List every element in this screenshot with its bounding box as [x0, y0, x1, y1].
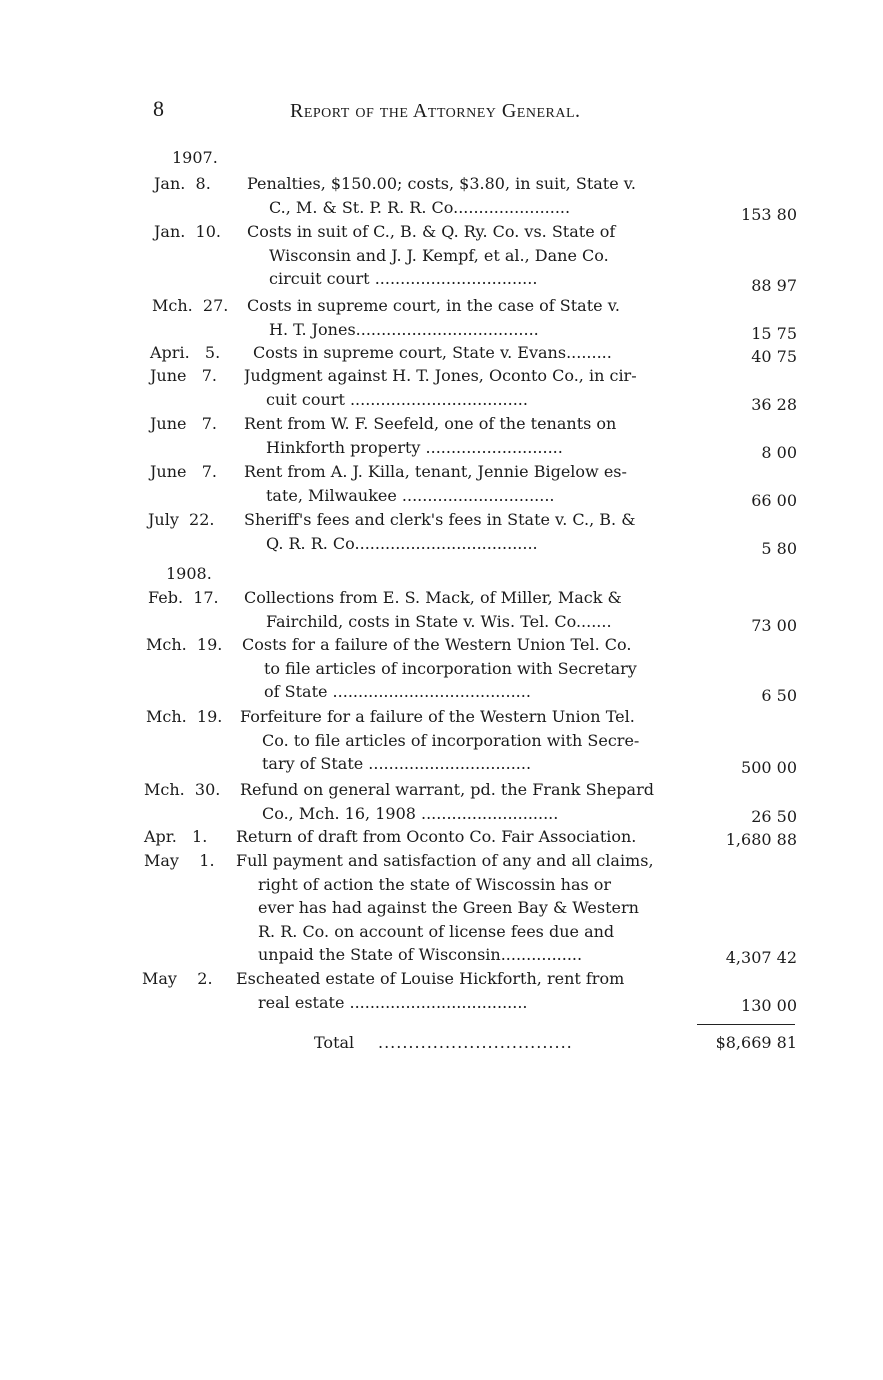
entry-date: Apr. 1.: [144, 827, 208, 846]
description-line: Rent from W. F. Seefeld, one of the tenants on: [244, 414, 617, 433]
entry-date: Feb. 17.: [148, 588, 219, 607]
entry-amount: 36 28: [751, 395, 797, 414]
description-line: circuit court ................................: [269, 269, 538, 289]
entry-description: [242, 633, 704, 704]
entry-amount: 6 50: [761, 686, 797, 705]
entry-amount: 5 80: [761, 539, 797, 558]
entry-date: Jan. 10.: [154, 222, 221, 241]
description-line: Penalties, $150.00; costs, $3.80, in suit, State v.: [247, 174, 636, 193]
entry-description: [236, 825, 698, 849]
entry-date: June 7.: [150, 414, 218, 433]
description-line: R. R. Co. on account of license fees due and: [258, 921, 615, 941]
entry-date: Mch. 19.: [146, 707, 223, 726]
entry-description: [240, 705, 702, 776]
description-line: Costs in supreme court, in the case of State v.: [247, 296, 620, 315]
entry-amount: 4,307 42: [725, 948, 797, 967]
entry-date: May 2.: [142, 969, 213, 988]
total-amount: $8,669 81: [715, 1033, 797, 1052]
description-line: real estate ...................................: [258, 992, 528, 1012]
entry-description: [244, 364, 706, 411]
entry-description: [236, 967, 698, 1014]
description-line: ever has had against the Green Bay & Western: [258, 898, 639, 918]
description-line: C., M. & St. P. R. R. Co.......................: [269, 197, 571, 217]
description-line: Refund on general warrant, pd. the Frank Shepard: [240, 780, 654, 799]
entry-date: Mch. 19.: [146, 635, 223, 654]
entry-description: [240, 778, 702, 825]
entry-description: [247, 294, 709, 341]
entry-date: May 1.: [144, 851, 215, 870]
entry-description: [247, 172, 709, 219]
description-line: Wisconsin and J. J. Kempf, et al., Dane Co.: [269, 245, 609, 265]
year-heading: 1908.: [166, 564, 212, 583]
entry-amount: 1,680 88: [725, 830, 797, 849]
description-line: Judgment against H. T. Jones, Oconto Co., in cir-: [244, 366, 637, 385]
description-line: to file articles of incorporation with Secretary: [264, 658, 637, 678]
entry-date: Jan. 8.: [154, 174, 211, 193]
description-line: Q. R. R. Co....................................: [266, 533, 538, 553]
entry-amount: 15 75: [751, 324, 797, 343]
total-rule: [697, 1024, 795, 1025]
description-line: tary of State ................................: [262, 754, 532, 774]
entry-amount: 88 97: [751, 276, 797, 295]
entry-date: Mch. 27.: [152, 296, 229, 315]
entry-description: [236, 849, 698, 967]
entry-amount: 8 00: [761, 443, 797, 462]
description-line: Sheriff's fees and clerk's fees in State v. C., B. &: [244, 510, 636, 529]
entry-date: July 22.: [148, 510, 215, 529]
description-line: Rent from A. J. Killa, tenant, Jennie Bigelow es-: [244, 462, 627, 481]
description-line: tate, Milwaukee ..............................: [266, 485, 555, 505]
page-number: 8: [153, 96, 164, 121]
description-line: H. T. Jones....................................: [269, 319, 539, 339]
entry-amount: 500 00: [741, 758, 797, 777]
description-line: Costs for a failure of the Western Union Tel. Co.: [242, 635, 632, 654]
description-line: Co., Mch. 16, 1908 ...........................: [262, 803, 559, 823]
description-line: Hinkforth property ...........................: [266, 437, 563, 457]
total-leader: ................................: [378, 1033, 573, 1052]
description-line: unpaid the State of Wisconsin................: [258, 945, 583, 965]
entry-description: [253, 341, 709, 365]
entry-amount: 40 75: [751, 347, 797, 366]
year-heading: 1907.: [172, 148, 218, 167]
entry-amount: 26 50: [751, 807, 797, 826]
entry-amount: 130 00: [741, 996, 797, 1015]
description-line: Return of draft from Oconto Co. Fair Association.: [236, 827, 637, 846]
entry-description: [244, 412, 706, 459]
entry-description: [244, 508, 706, 555]
description-line: Fairchild, costs in State v. Wis. Tel. Co.......: [266, 611, 612, 631]
entry-amount: 153 80: [741, 205, 797, 224]
description-line: Full payment and satisfaction of any and all claims,: [236, 851, 654, 870]
description-line: cuit court ...................................: [266, 389, 528, 409]
description-line: right of action the state of Wiscossin has or: [258, 874, 612, 894]
entry-description: [247, 220, 709, 291]
description-line: Forfeiture for a failure of the Western Union Tel.: [240, 707, 635, 726]
total-label: Total: [314, 1033, 355, 1052]
entry-date: June 7.: [150, 366, 218, 385]
entry-description: [244, 586, 706, 633]
entry-description: [244, 460, 706, 507]
entry-date: June 7.: [150, 462, 218, 481]
entry-date: Mch. 30.: [144, 780, 221, 799]
description-line: Co. to file articles of incorporation with Secre-: [262, 730, 640, 750]
entry-amount: 66 00: [751, 491, 797, 510]
entry-date: Apri. 5.: [150, 343, 221, 362]
description-line: Collections from E. S. Mack, of Miller, Mack &: [244, 588, 622, 607]
description-line: Costs in suit of C., B. & Q. Ry. Co. vs. State of: [247, 222, 616, 241]
running-head: Report of the Attorney General.: [290, 100, 581, 122]
description-line: Costs in supreme court, State v. Evans.........: [253, 343, 612, 362]
entry-amount: 73 00: [751, 616, 797, 635]
description-line: of State .......................................: [264, 682, 531, 702]
description-line: Escheated estate of Louise Hickforth, rent from: [236, 969, 625, 988]
